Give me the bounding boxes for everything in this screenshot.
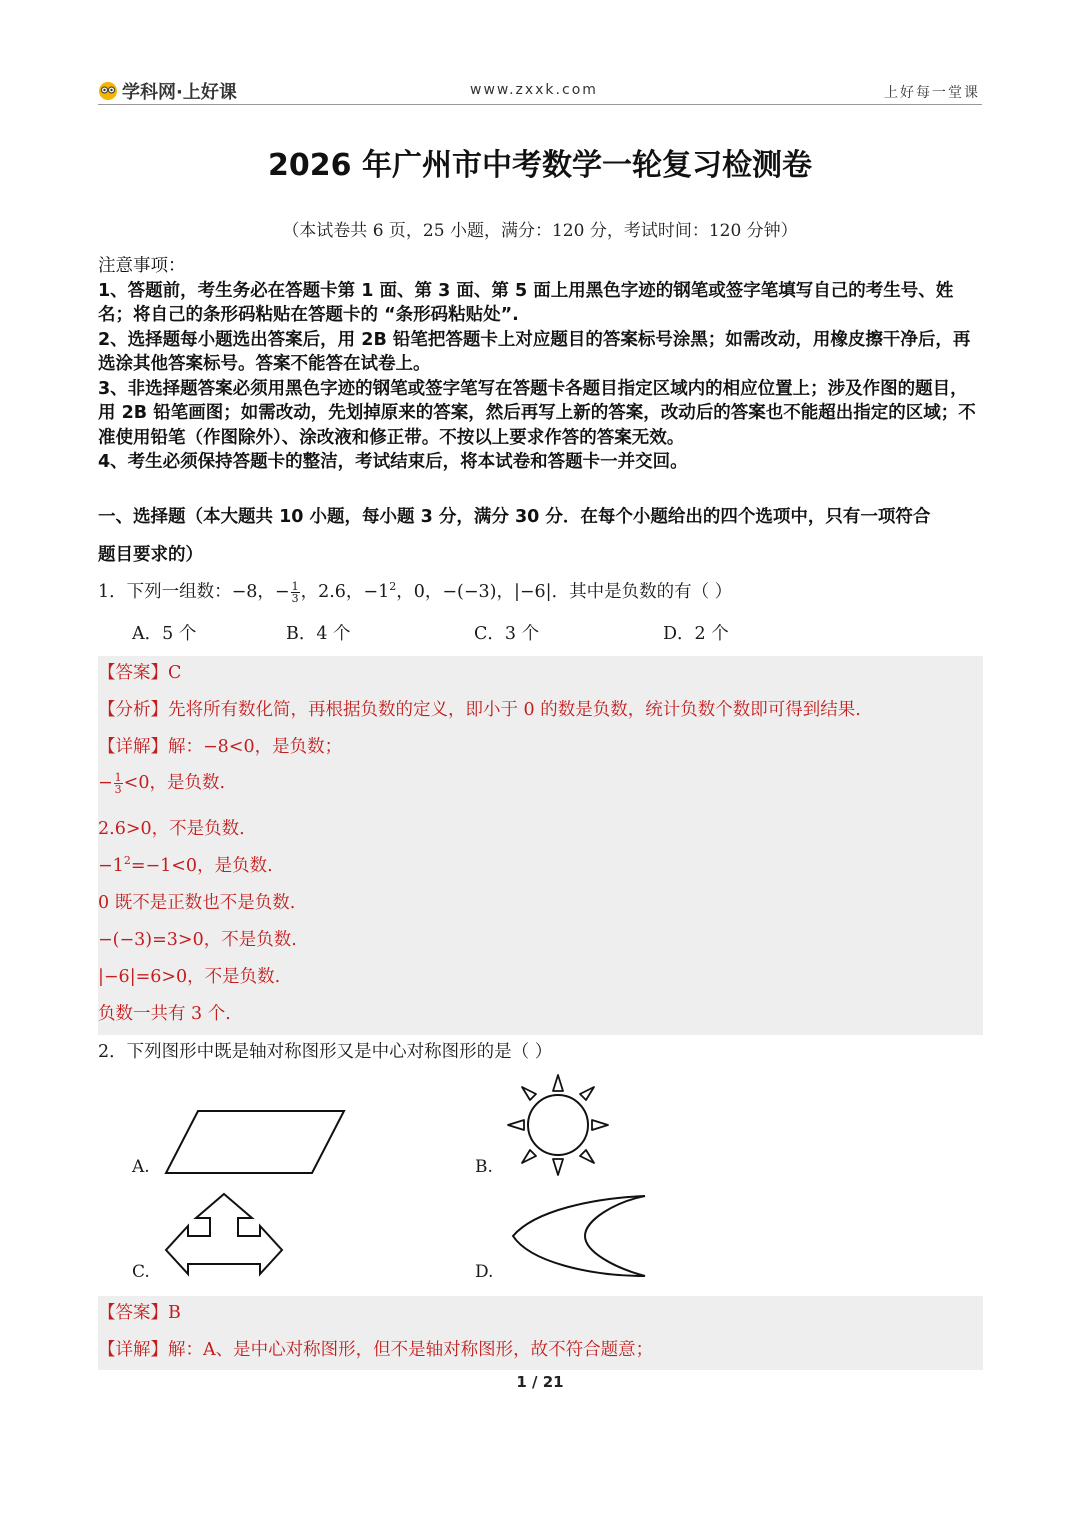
q2-answer-box [98, 1296, 983, 1370]
q1-fraction [291, 581, 300, 604]
q1-sup: 2 [389, 580, 397, 594]
q1-detail-2-post: <0，是负数. [123, 773, 226, 793]
q1-detail-1: 【详解】解：−8<0，是负数； [98, 737, 343, 757]
question-1 [98, 578, 732, 604]
q2-label-c: C. [132, 1262, 150, 1282]
q1-frac-den: 3 [291, 592, 299, 605]
q1-detail-2-num: 1 [114, 771, 122, 784]
header-logo [98, 78, 237, 104]
q1-detail-2-fraction [114, 772, 123, 795]
q1-detail-2-den: 3 [114, 783, 122, 796]
q2-label-d: D. [475, 1262, 494, 1282]
q2-label-a: A. [132, 1157, 150, 1177]
crescent-figure [505, 1190, 649, 1282]
section-heading-line-1: 一、选择题（本大题共 10 小题，每小题 3 分，满分 30 分．在每个小题给出的四个选项中，只有一项符合 [98, 507, 931, 527]
q1-detail-8: 负数一共有 3 个. [98, 1004, 231, 1024]
q1-option-b: B．4 个 [286, 624, 351, 644]
section-heading [98, 498, 984, 574]
q2-answer: 【答案】B [98, 1303, 181, 1323]
section-heading-line-2: 题目要求的） [98, 545, 203, 565]
header-url: www.zxxk.com [470, 82, 598, 98]
header-motto: 上好每一堂课 [884, 85, 980, 101]
q1-detail-4-pre: −1 [98, 856, 124, 876]
q1-prefix: 1．下列一组数：−8，− [98, 582, 290, 602]
q1-answer-box [98, 656, 983, 1035]
q1-detail-3: 2.6>0，不是负数. [98, 819, 245, 839]
q2-label-b: B. [475, 1157, 493, 1177]
page-subtitle: （本试卷共 6 页，25 小题，满分：120 分，考试时间：120 分钟） [282, 221, 798, 241]
q1-detail-2 [98, 769, 225, 795]
q1-suffix: ，0，−(−3)，|−6|．其中是负数的有（ ） [396, 582, 733, 602]
question-2: 2．下列图形中既是轴对称图形又是中心对称图形的是（ ） [98, 1042, 553, 1062]
note-item-2: 2、选择题每小题选出答案后，用 2B 铅笔把答题卡上对应题目的答案标号涂黑；如需改动，用橡皮擦干净后，再选涂其他答案标号。答案不能答在试卷上。 [98, 329, 971, 374]
page-title: 2026 年广州市中考数学一轮复习检测卷 [268, 148, 812, 183]
q1-middle: ，2.6，−1 [300, 582, 390, 602]
page-number: 1 / 21 [516, 1373, 564, 1391]
note-item-3: 3、非选择题答案必须用黑色字迹的钢笔或签字笔写在答题卡各题目指定区域内的相应位置上；涉及作图的题目，用 2B 铅笔画图；如需改动，先划掉原来的答案，然后再写上新的答案，改动后的答案也不能超出指定的区域；不准使用铅笔（作图除外）、涂改液和修正带。不按以上要求作答的答案无效。 [98, 378, 976, 448]
q1-frac-num: 1 [291, 580, 299, 593]
sun-figure [502, 1072, 614, 1182]
parallelogram-figure [160, 1105, 350, 1177]
q1-detail-7: |−6|=6>0，不是负数. [98, 967, 281, 987]
q1-detail-5: 0 既不是正数也不是负数. [98, 893, 296, 913]
q2-detail: 【详解】解：A、是中心对称图形，但不是轴对称图形，故不符合题意； [98, 1340, 654, 1360]
q1-option-a: A．5 个 [132, 624, 197, 644]
q1-answer: 【答案】C [98, 663, 182, 683]
q1-detail-6: −(−3)=3>0，不是负数. [98, 930, 297, 950]
q1-option-c: C．3 个 [474, 624, 540, 644]
q1-analysis: 【分析】先将所有数化简，再根据负数的定义，即小于 0 的数是负数，统计负数个数即可得到结果. [98, 700, 861, 720]
notes-block [98, 254, 984, 475]
logo-text: 学科网·上好课 [122, 82, 237, 103]
q1-detail-2-pre: − [98, 773, 113, 793]
owl-logo-icon [98, 81, 118, 101]
q1-detail-4-post: =−1<0，是负数. [130, 856, 273, 876]
q1-detail-4 [98, 852, 273, 877]
notes-heading: 注意事项： [98, 256, 186, 276]
note-item-4: 4、考生必须保持答题卡的整洁，考试结束后，将本试卷和答题卡一并交回。 [98, 452, 688, 472]
q1-option-d: D．2 个 [663, 624, 729, 644]
header-divider [98, 104, 982, 105]
note-item-1: 1、答题前，考生务必在答题卡第 1 面、第 3 面、第 5 面上用黑色字迹的钢笔或签字笔填写自己的考生号、姓名；将自己的条形码粘贴在答题卡的 “条形码粘贴处”. [98, 280, 954, 325]
triple-arrow-figure [162, 1190, 286, 1282]
q1-detail-4-sup: 2 [123, 854, 131, 868]
